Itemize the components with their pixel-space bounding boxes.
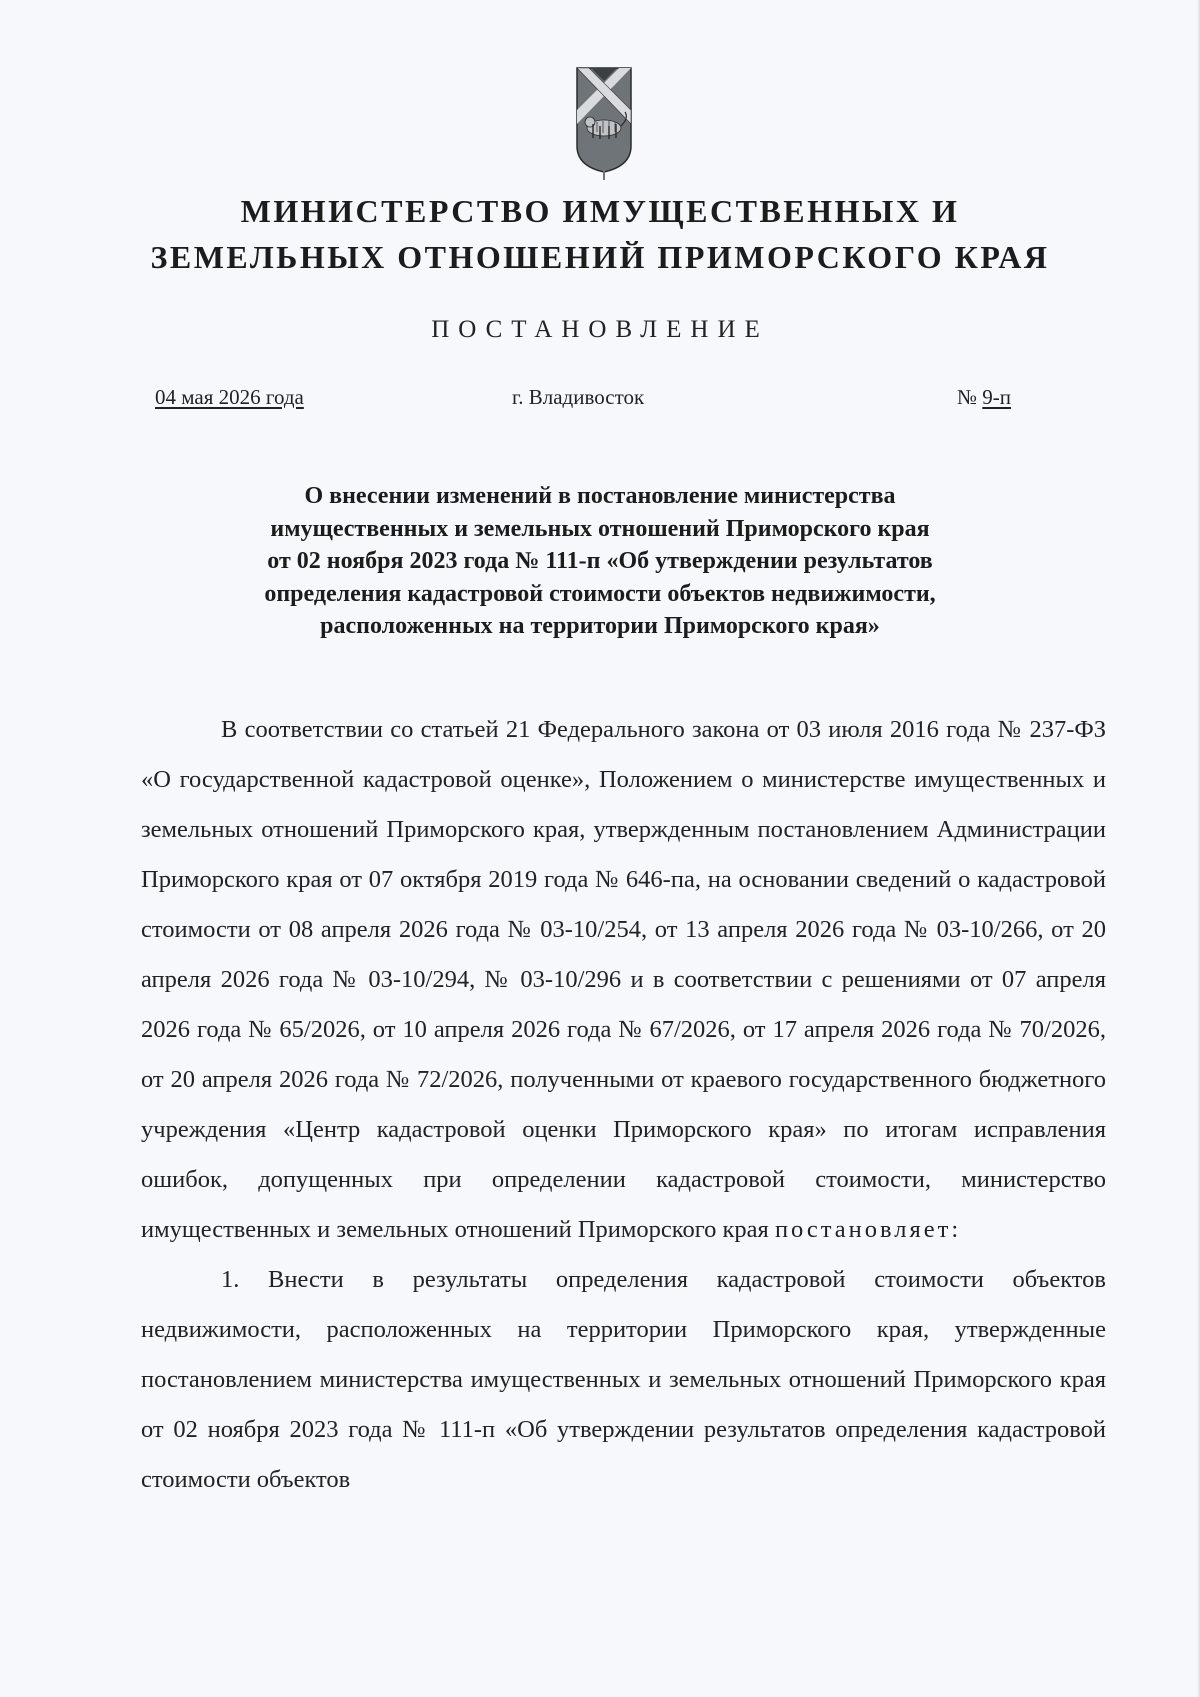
document-title-line1: О внесении изменений в постановление министерства xyxy=(304,483,896,509)
coat-of-arms-icon xyxy=(575,66,633,182)
document-city: г. Владивосток xyxy=(512,385,645,409)
document-number xyxy=(957,385,1011,410)
document-number-value: 9-п xyxy=(982,385,1012,409)
resolves-word: постановляет: xyxy=(774,1216,962,1243)
document-date: 04 мая 2026 года xyxy=(155,385,304,409)
ministry-name-line1: МИНИСТЕРСТВО ИМУЩЕСТВЕННЫХ И xyxy=(240,193,960,229)
document-title-line4: определения кадастровой стоимости объектов недвижимости, xyxy=(264,580,936,607)
document-title-line2: имущественных и земельных отношений Приморского края xyxy=(270,515,930,542)
document-title-line5: расположенных на территории Приморского края» xyxy=(320,613,880,639)
ministry-name xyxy=(0,188,1200,280)
document-title xyxy=(140,480,1060,643)
document-title-line3: от 02 ноября 2023 года № 111-п «Об утверждении результатов xyxy=(267,548,933,574)
clause-1-paragraph: 1. Внести в результаты определения кадастровой стоимости объектов недвижимости, расположенных на территории Приморского края, утвержденные постановлением министерства имущественных и земельных отношений Приморского края от 02 ноября 2023 года № 111-п «Об утверждении результатов определения кадастровой стоимости объектов xyxy=(141,1266,1106,1493)
document-type: ПОСТАНОВЛЕНИЕ xyxy=(431,316,769,343)
document-body xyxy=(141,705,1106,1505)
preamble-text: В соответствии со статьей 21 Федерального закона от 03 июля 2016 года № 237-ФЗ «О государственной кадастровой оценке», Положением о министерстве имущественных и земельных отношений Приморского края, утвержденным постановлением Администрации Приморского края от 07 октября 2019 года № 646-па, на основании сведений о кадастровой стоимости от 08 апреля 2026 года № 03-10/254, от 13 апреля 2026 года № 03-10/266, от 20 апреля 2026 года № 03-10/294, № 03-10/296 и в соответствии с решениями от 07 апреля 2026 года № 65/2026, от 10 апреля 2026 года № 67/2026, от 17 апреля 2026 года № 70/2026, от 20 апреля 2026 года № 72/2026, полученными от краевого государственного бюджетного учреждения «Центр кадастровой оценки Приморского края» по итогам исправления ошибок, допущенных при определении кадастровой стоимости, министерство имущественных и земельных отношений Приморского края xyxy=(141,716,1106,1243)
preamble-paragraph xyxy=(141,705,1106,1255)
document-number-prefix: № xyxy=(957,385,983,409)
ministry-name-line2: ЗЕМЕЛЬНЫХ ОТНОШЕНИЙ ПРИМОРСКОГО КРАЯ xyxy=(150,239,1050,275)
